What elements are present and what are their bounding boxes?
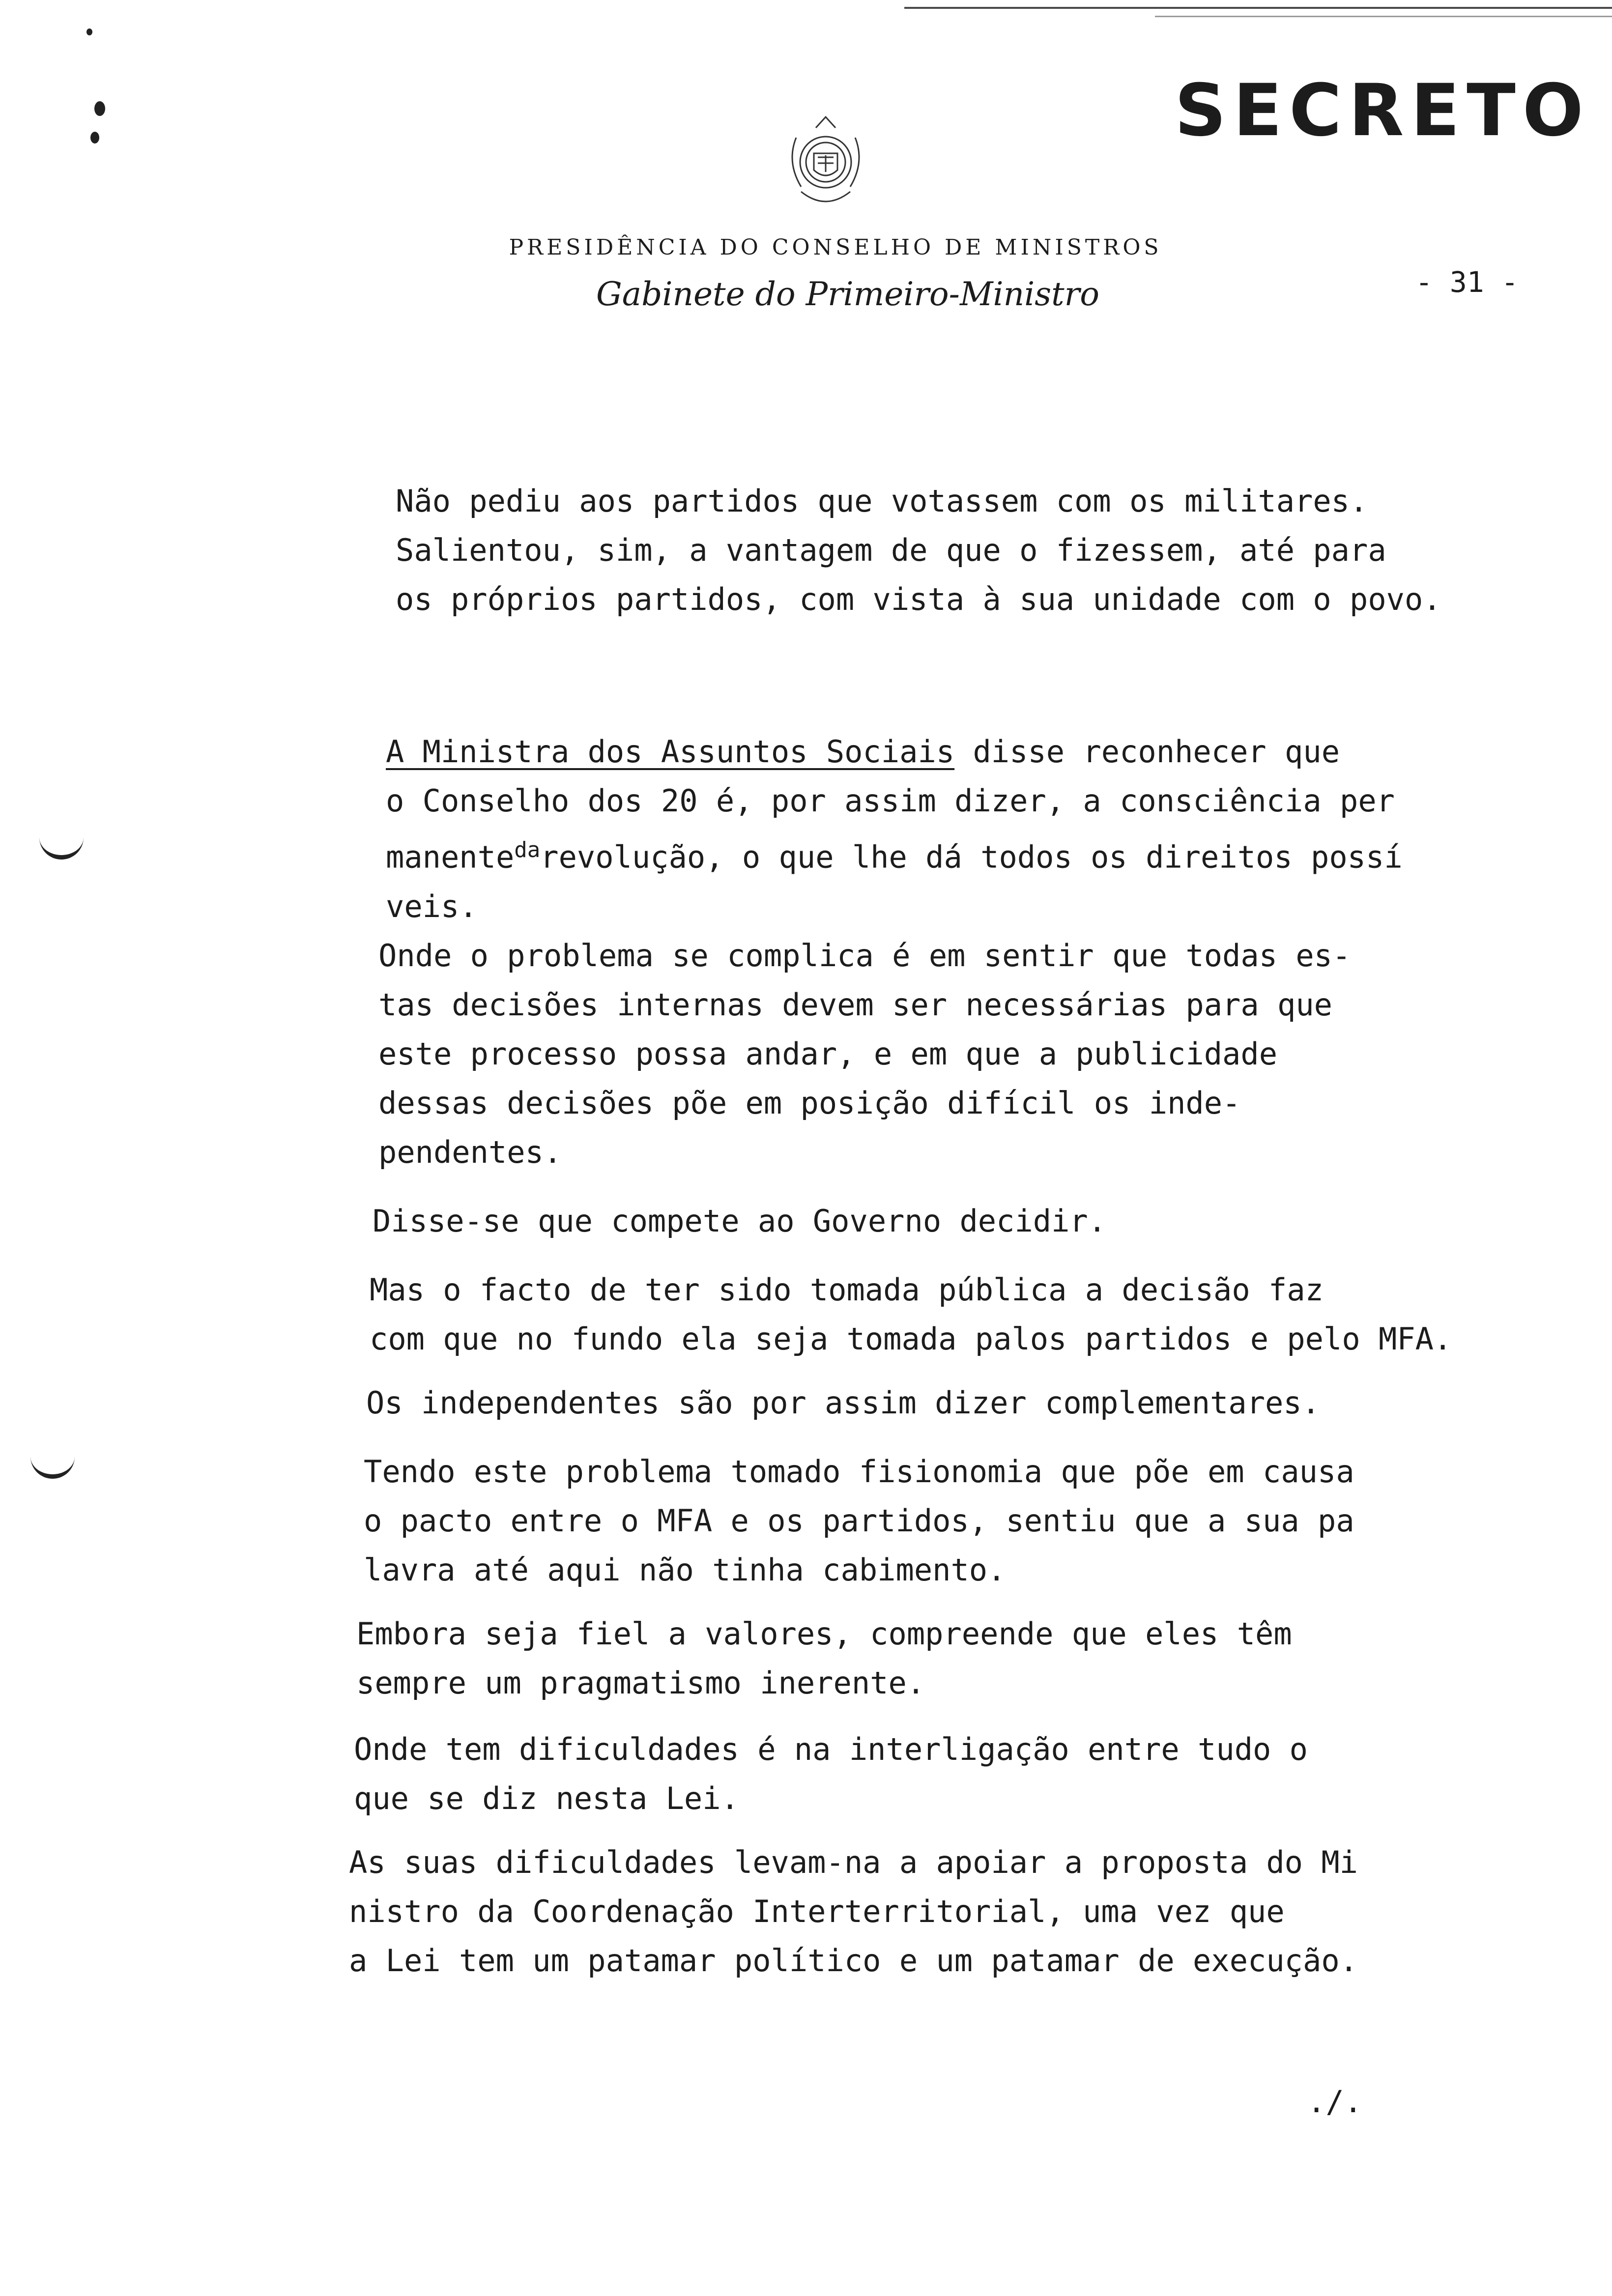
- handwritten-insertion: da: [514, 837, 541, 862]
- paragraph: [370, 1265, 1452, 1364]
- text-line: a Lei tem um patamar político e um patamar de execução.: [349, 1943, 1358, 1979]
- text-line: [386, 727, 1403, 776]
- office-subheading: Gabinete do Primeiro-Ministro: [596, 275, 1099, 313]
- classification-stamp: SECRETO: [1175, 69, 1590, 152]
- paragraph: [386, 727, 1403, 931]
- text-line: o Conselho dos 20 é, por assim dizer, a consciência per: [386, 783, 1395, 819]
- punch-hole-mark: [90, 132, 99, 144]
- text-line: Onde o problema se complica é em sentir que todas es-: [378, 938, 1351, 974]
- coat-of-arms-emblem: [767, 108, 885, 226]
- paragraph: [378, 931, 1351, 1177]
- text-line: sempre um pragmatismo inerente.: [356, 1665, 925, 1701]
- paragraph: [354, 1725, 1308, 1823]
- margin-bracket-mark: [39, 835, 84, 860]
- paragraph: [366, 1378, 1320, 1428]
- text-line: Não pediu aos partidos que votassem com os militares.: [396, 483, 1368, 519]
- text-line: Onde tem dificuldades é na interligação entre tudo o: [354, 1731, 1308, 1767]
- text-span: revolução, o que lhe dá todos os direitos possí: [540, 839, 1403, 875]
- continuation-mark: ./.: [1307, 2084, 1362, 2120]
- paragraph: [364, 1447, 1354, 1595]
- text-line: veis.: [386, 888, 478, 924]
- text-line: este processo possa andar, e em que a publicidade: [378, 1036, 1278, 1072]
- paragraph: [373, 1197, 1106, 1246]
- text-line: pendentes.: [378, 1134, 562, 1170]
- text-line: dessas decisões põe em posição difícil os inde-: [378, 1085, 1241, 1121]
- text-line: Disse-se que compete ao Governo decidir.: [373, 1203, 1107, 1239]
- text-line: o pacto entre o MFA e os partidos, sentiu que a sua pa: [364, 1503, 1354, 1539]
- text-line: que se diz nesta Lei.: [354, 1780, 739, 1816]
- text-line: Embora seja fiel a valores, compreende que eles têm: [356, 1616, 1292, 1652]
- text-line: Os independentes são por assim dizer complementares.: [366, 1385, 1321, 1421]
- text-line: Mas o facto de ter sido tomada pública a decisão faz: [370, 1272, 1324, 1308]
- text-line: com que no fundo ela seja tomada palos partidos e pelo MFA.: [370, 1321, 1452, 1357]
- top-edge-rule-faint: [1155, 16, 1612, 17]
- speaker-name: A Ministra dos Assuntos Sociais: [386, 734, 955, 770]
- text-line: [386, 826, 1403, 882]
- text-line: As suas dificuldades levam-na a apoiar a proposta do Mi: [349, 1844, 1358, 1880]
- text-line: Tendo este problema tomado fisionomia que põe em causa: [364, 1454, 1354, 1490]
- paragraph: [356, 1609, 1292, 1708]
- paragraph: [396, 477, 1441, 624]
- text-span: disse reconhecer que: [954, 734, 1340, 770]
- punch-hole-mark: [94, 101, 105, 116]
- text-line: tas decisões internas devem ser necessárias para que: [378, 987, 1333, 1023]
- text-line: nistro da Coordenação Interterritorial, uma vez que: [349, 1894, 1285, 1929]
- text-line: Salientou, sim, a vantagem de que o fizessem, até para: [396, 532, 1386, 568]
- top-edge-rule: [904, 7, 1612, 9]
- text-span: manente: [386, 839, 515, 875]
- punch-hole-mark: [86, 29, 92, 35]
- margin-bracket-mark: [30, 1455, 75, 1479]
- paragraph: [349, 1838, 1358, 1985]
- page-number: - 31 -: [1415, 265, 1519, 299]
- text-line: os próprios partidos, com vista à sua unidade com o povo.: [396, 581, 1441, 617]
- institution-heading: PRESIDÊNCIA DO CONSELHO DE MINISTROS: [509, 235, 1162, 260]
- text-line: lavra até aqui não tinha cabimento.: [364, 1552, 1006, 1588]
